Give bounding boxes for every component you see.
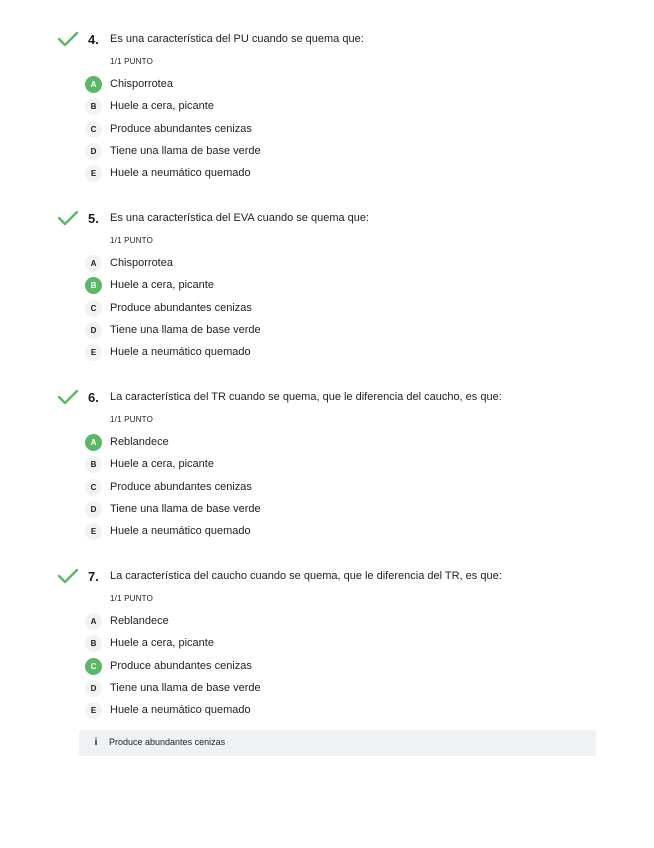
answer-option-a[interactable] (85, 434, 485, 452)
answer-option-e[interactable] (85, 523, 485, 541)
option-letter-badge: B (85, 456, 102, 473)
answer-option-d[interactable] (85, 680, 485, 698)
option-text: Chisporrotea (110, 257, 173, 269)
question-header (57, 390, 637, 408)
option-letter-badge: D (85, 680, 102, 697)
check-icon (57, 388, 79, 406)
answer-option-a[interactable] (85, 613, 485, 631)
option-letter-badge: A (85, 255, 102, 272)
question-points: 1/1 PUNTO (110, 415, 153, 424)
check-icon (57, 209, 79, 227)
option-letter-badge: B (85, 98, 102, 115)
question-text: La característica del TR cuando se quema, que le diferencia del caucho, es que: (110, 391, 502, 403)
correct-answer-badge: C (85, 658, 102, 675)
option-letter-badge: E (85, 702, 102, 719)
answer-option-e[interactable] (85, 702, 485, 720)
question-number: 7. (88, 569, 99, 584)
option-text: Tiene una llama de base verde (110, 681, 261, 694)
question-number: 5. (88, 211, 99, 226)
answer-option-b[interactable] (85, 635, 485, 653)
answer-option-d[interactable] (85, 501, 485, 519)
option-text: Produce abundantes cenizas (110, 122, 252, 135)
option-letter-badge: A (85, 613, 102, 630)
question-points: 1/1 PUNTO (110, 594, 153, 603)
question-text: Es una característica del EVA cuando se quema que: (110, 212, 370, 224)
answer-option-b[interactable] (85, 456, 485, 474)
question-points: 1/1 PUNTO (110, 236, 153, 245)
option-text: Reblandece (110, 615, 169, 627)
answer-option-c[interactable] (85, 121, 485, 139)
answer-option-c[interactable] (85, 300, 485, 318)
question-number: 6. (88, 390, 99, 405)
option-text: Chisporrotea (110, 78, 173, 90)
answer-option-b[interactable] (85, 277, 485, 295)
answer-option-e[interactable] (85, 344, 485, 362)
answer-option-a[interactable] (85, 255, 485, 273)
option-letter-badge: C (85, 121, 102, 138)
option-text: Huele a neumático quemado (110, 525, 251, 538)
question-header (57, 569, 637, 587)
option-letter-badge: D (85, 322, 102, 339)
question-points: 1/1 PUNTO (110, 57, 153, 66)
option-text: Tiene una llama de base verde (110, 502, 261, 515)
option-text: Produce abundantes cenizas (110, 480, 252, 493)
option-letter-badge: E (85, 523, 102, 540)
answer-option-c[interactable] (85, 479, 485, 497)
option-text: Huele a neumático quemado (110, 704, 251, 717)
check-icon (57, 567, 79, 585)
correct-answer-badge: B (85, 277, 102, 294)
option-text: Huele a cera, picante (110, 279, 214, 292)
info-icon: i (94, 737, 98, 748)
answer-option-a[interactable] (85, 76, 485, 94)
option-letter-badge: D (85, 143, 102, 160)
option-letter-badge: C (85, 300, 102, 317)
answer-option-e[interactable] (85, 165, 485, 183)
option-text: Reblandece (110, 436, 169, 448)
option-letter-badge: E (85, 344, 102, 361)
option-text: Produce abundantes cenizas (110, 659, 252, 672)
question-number: 4. (88, 32, 99, 47)
feedback-box (79, 730, 596, 756)
option-text: Huele a neumático quemado (110, 346, 251, 359)
option-text: Tiene una llama de base verde (110, 144, 261, 157)
feedback-text: Produce abundantes cenizas (109, 737, 226, 747)
answer-option-b[interactable] (85, 98, 485, 116)
correct-answer-badge: A (85, 76, 102, 93)
option-letter-badge: C (85, 479, 102, 496)
option-text: Produce abundantes cenizas (110, 301, 252, 314)
answer-option-d[interactable] (85, 322, 485, 340)
option-letter-badge: E (85, 165, 102, 182)
option-letter-badge: B (85, 635, 102, 652)
correct-answer-badge: A (85, 434, 102, 451)
answer-option-c[interactable] (85, 658, 485, 676)
question-header (57, 32, 637, 50)
question-text: La característica del caucho cuando se quema, que le diferencia del TR, es que: (110, 570, 502, 582)
option-text: Huele a neumático quemado (110, 167, 251, 180)
option-text: Huele a cera, picante (110, 458, 214, 471)
check-icon (57, 30, 79, 48)
option-letter-badge: D (85, 501, 102, 518)
question-text: Es una característica del PU cuando se quema que: (110, 33, 364, 45)
question-header (57, 211, 637, 229)
option-text: Tiene una llama de base verde (110, 323, 261, 336)
answer-option-d[interactable] (85, 143, 485, 161)
option-text: Huele a cera, picante (110, 637, 214, 650)
option-text: Huele a cera, picante (110, 100, 214, 113)
